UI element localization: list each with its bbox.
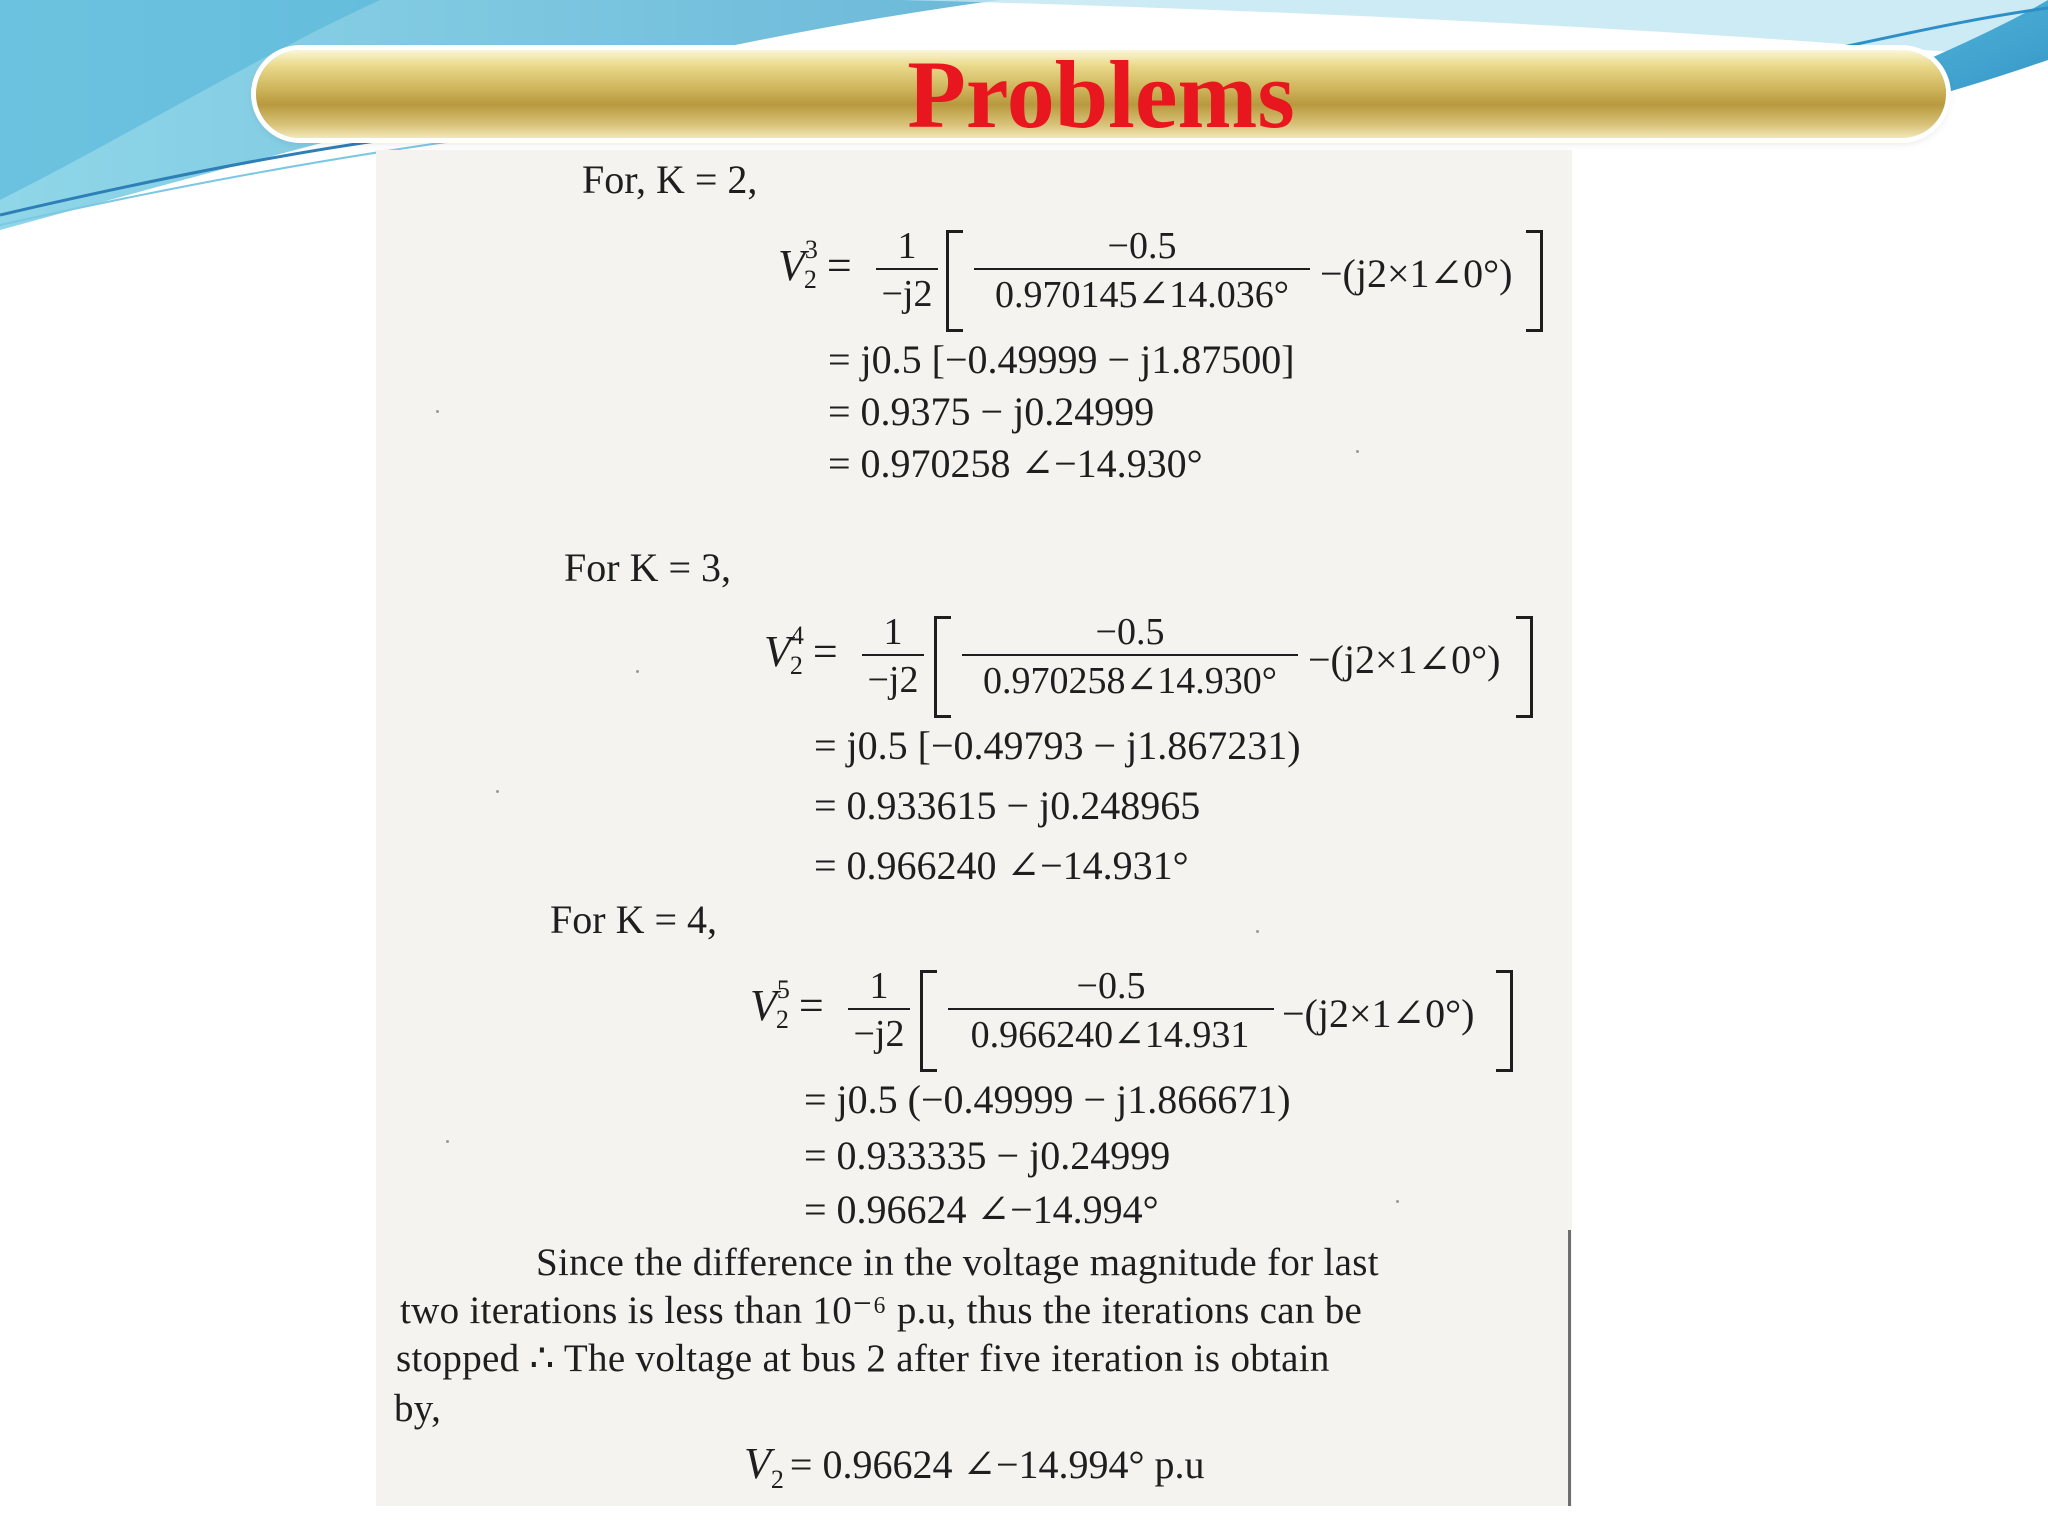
scan-speck <box>446 1140 449 1143</box>
k3-coef-den: −j2 <box>867 659 919 701</box>
conclusion-line-3: stopped ∴ The voltage at bus 2 after five iteration is obtain <box>396 1337 1330 1380</box>
k2-coef-den: −j2 <box>881 273 933 315</box>
k3-step2: = 0.933615 − j0.248965 <box>814 783 1201 828</box>
k2-label: For, K = 2, <box>582 157 758 202</box>
k2-coef-bar <box>876 268 938 270</box>
k3-lhs-sub: 2 <box>789 651 803 680</box>
scanned-page <box>376 150 1572 1506</box>
k2-lhs: $V^32$ = <box>778 235 852 294</box>
k3-step1: = j0.5 [−0.49793 − j1.867231) <box>814 723 1301 768</box>
k2-frac-num: −0.5 <box>1107 225 1177 267</box>
scan-speck <box>1256 930 1259 933</box>
k3-step3: = 0.966240 ∠−14.931° <box>814 843 1189 888</box>
k4-left-bracket <box>920 970 937 1072</box>
k2-step2: = 0.9375 − j0.24999 <box>828 389 1155 434</box>
k2-step3: = 0.970258 ∠−14.930° <box>828 441 1203 486</box>
final-result <box>744 1438 1205 1494</box>
k4-term: −(j2×1∠0°) <box>1282 991 1475 1036</box>
k4-coef-bar <box>848 1008 910 1010</box>
conclusion-line-2: two iterations is less than 10⁻⁶ p.u, thus the iterations can be <box>400 1289 1363 1332</box>
k3-frac-den: 0.970258∠14.930° <box>982 660 1278 702</box>
k2-term: −(j2×1∠0°) <box>1320 251 1513 296</box>
k4-lhs-symbol: V <box>750 981 777 1030</box>
k2-step1: = j0.5 [−0.49999 − j1.87500] <box>828 337 1295 382</box>
k3-term: −(j2×1∠0°) <box>1308 637 1501 682</box>
scan-speck <box>636 670 639 673</box>
k2-lhs-sup: 3 <box>804 235 818 264</box>
k4-frac-bar <box>948 1008 1274 1010</box>
final-lhs-symbol: V <box>744 1439 771 1488</box>
k3-coef-bar <box>862 654 924 656</box>
k4-coef-num: 1 <box>869 965 889 1007</box>
final-lhs-sub: 2 <box>770 1465 784 1494</box>
scan-speck <box>1396 1200 1399 1203</box>
k4-frac-num: −0.5 <box>1076 965 1146 1007</box>
k3-right-bracket <box>1516 616 1533 718</box>
conclusion-line-4: by, <box>394 1387 442 1430</box>
slide-title: Problems <box>907 41 1295 148</box>
k2-lhs-sub: 2 <box>803 265 817 294</box>
k3-lhs-symbol: V <box>764 627 791 676</box>
k3-left-bracket <box>934 616 951 718</box>
k2-lhs-symbol: V <box>778 241 805 290</box>
k4-frac-den: 0.966240∠14.931 <box>970 1014 1250 1056</box>
k2-coef-num: 1 <box>897 225 917 267</box>
k4-coef-den: −j2 <box>853 1013 905 1055</box>
k2-right-bracket <box>1526 230 1543 332</box>
k2-frac-den: 0.970145∠14.036° <box>994 274 1290 316</box>
k3-frac-num: −0.5 <box>1095 611 1165 653</box>
scan-edge-shadow <box>1568 1230 1571 1506</box>
k4-lhs-sup: 5 <box>776 975 790 1004</box>
final-rhs: = 0.96624 ∠−14.994° p.u <box>789 1442 1205 1487</box>
k4-lhs-sub: 2 <box>775 1005 789 1034</box>
scan-speck <box>496 790 499 793</box>
scan-speck <box>436 410 439 413</box>
k4-label: For K = 4, <box>550 897 718 942</box>
k4-step2: = 0.933335 − j0.24999 <box>804 1133 1171 1178</box>
scan-speck <box>1356 450 1359 453</box>
k3-lhs-sup: 4 <box>790 621 804 650</box>
k3-frac-bar <box>962 654 1298 656</box>
conclusion-line-1: Since the difference in the voltage magnitude for last <box>536 1241 1379 1284</box>
k2-left-bracket <box>946 230 963 332</box>
k3-coef-num: 1 <box>883 611 903 653</box>
k2-frac-bar <box>974 268 1310 270</box>
k3-lhs: $V^42$ = <box>764 621 838 680</box>
k3-label: For K = 3, <box>564 545 732 590</box>
k4-step1: = j0.5 (−0.49999 − j1.866671) <box>804 1077 1291 1122</box>
k4-lhs: $V^52$ = <box>750 975 824 1034</box>
k4-step3: = 0.96624 ∠−14.994° <box>804 1187 1159 1232</box>
k4-right-bracket <box>1496 970 1513 1072</box>
